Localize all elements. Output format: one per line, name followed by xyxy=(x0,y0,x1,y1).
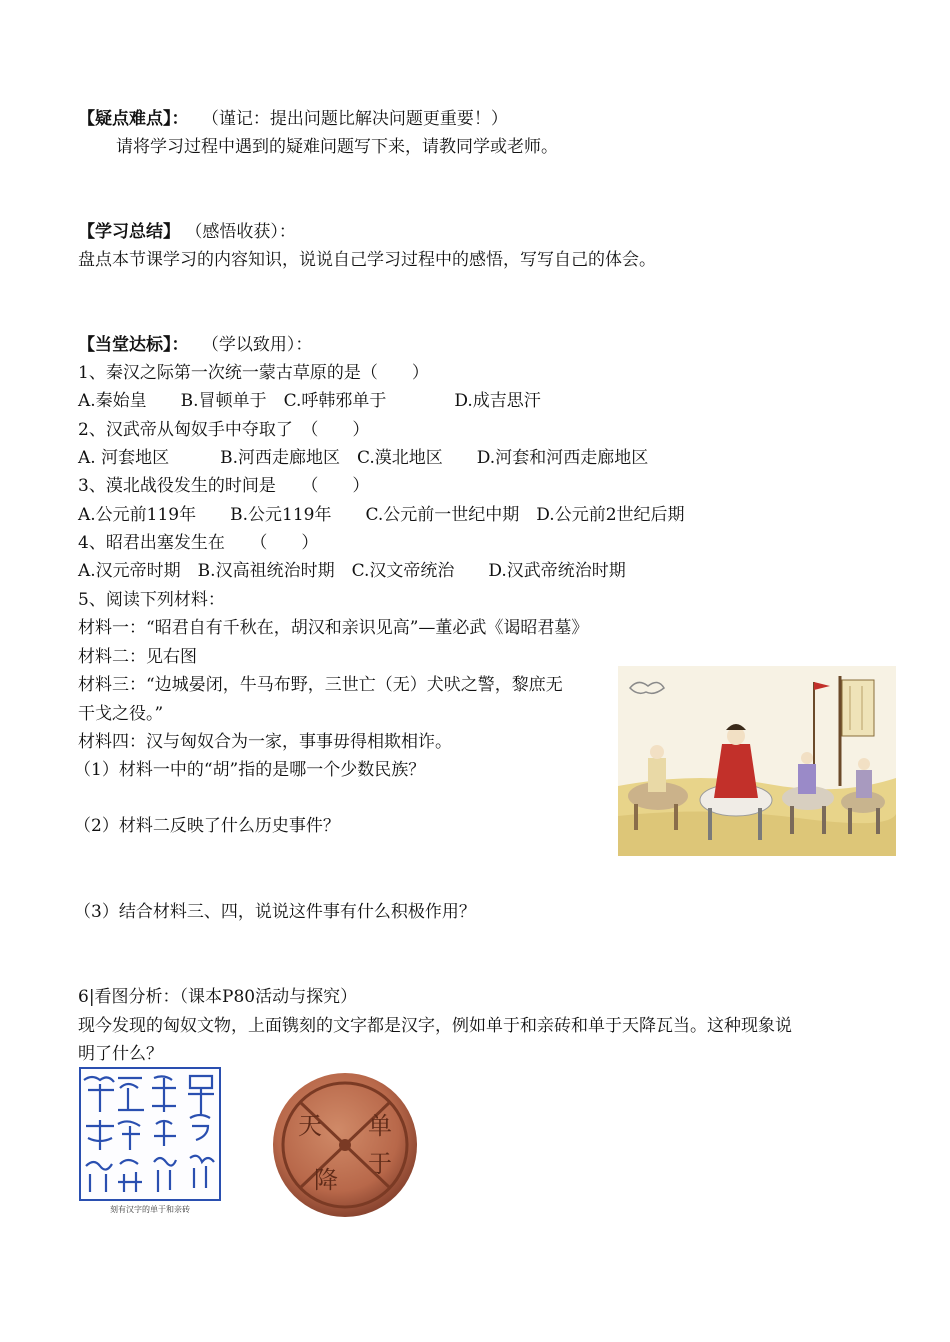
tile-char-2: 于 xyxy=(368,1150,392,1178)
zhaojun-illustration xyxy=(618,666,896,856)
sub-question-3: （3）结合材料三、四，说说这件事有什么积极作用？ xyxy=(74,902,476,922)
question-6-text-line-1: 现今发现的匈奴文物，上面镌刻的文字都是汉字，例如单于和亲砖和单于天降瓦当。这种现象说 xyxy=(78,1016,792,1036)
tile-char-3: 天 xyxy=(298,1112,322,1140)
doubt-note: （谨记：提出问题比解决问题更重要！） xyxy=(201,109,508,129)
question-3-options: A.公元前119年 B.公元119年 C.公元前一世纪中期 D.公元前2世纪后期 xyxy=(78,505,685,525)
question-3: 3、漠北战役发生的时间是 （ ） xyxy=(78,476,370,496)
practice-section xyxy=(78,333,312,357)
sub-question-1: （1）材料一中的“胡”指的是哪一个少数民族？ xyxy=(74,760,426,780)
question-5: 5、阅读下列材料： xyxy=(78,590,225,610)
doubt-section xyxy=(78,107,508,131)
summary-note: （感悟收获）： xyxy=(185,222,296,242)
summary-section xyxy=(78,220,296,244)
tile-char-1: 单 xyxy=(368,1112,392,1140)
practice-heading: 【当堂达标】： xyxy=(78,335,189,355)
chanyu-heqin-brick-seal xyxy=(78,1066,222,1216)
doubt-heading: 【疑点难点】： xyxy=(78,109,189,129)
question-6-text-line-2: 明了什么？ xyxy=(78,1044,163,1064)
material-3-line-2: 干戈之役。” xyxy=(78,704,164,724)
chanyu-tianjiang-tile xyxy=(270,1068,420,1222)
question-2-options: A. 河套地区 B.河西走廊地区 C.漠北地区 D.河套和河西走廊地区 xyxy=(78,448,649,468)
sub-question-2: （2）材料二反映了什么历史事件？ xyxy=(74,816,340,836)
doubt-body: 请将学习过程中遇到的疑难问题写下来，请教同学或老师。 xyxy=(116,137,558,157)
question-1: 1、秦汉之际第一次统一蒙古草原的是（ ） xyxy=(78,363,429,383)
material-3-line-1: 材料三：“边城晏闭，牛马布野，三世亡（无）犬吠之警，黎庶无 xyxy=(78,675,563,695)
tile-char-4: 降 xyxy=(314,1166,338,1194)
question-6: 6|看图分析：（课本P80活动与探究） xyxy=(78,987,358,1007)
summary-heading: 【学习总结】 xyxy=(78,222,180,242)
material-2: 材料二：见右图 xyxy=(78,647,197,667)
question-2: 2、汉武帝从匈奴手中夺取了 （ ） xyxy=(78,420,370,440)
question-4-options: A.汉元帝时期 B.汉高祖统治时期 C.汉文帝统治 D.汉武帝统治时期 xyxy=(78,561,626,581)
question-1-options: A.秦始皇 B.冒顿单于 C.呼韩邪单于 D.成吉思汗 xyxy=(78,391,541,411)
summary-body: 盘点本节课学习的内容知识，说说自己学习过程中的感悟，写写自己的体会。 xyxy=(78,250,656,270)
practice-note: （学以致用）： xyxy=(201,335,313,355)
question-4: 4、昭君出塞发生在 （ ） xyxy=(78,533,319,553)
material-1: 材料一：“昭君自有千秋在，胡汉和亲识见高”—董必武《谒昭君墓》 xyxy=(78,618,589,638)
seal-caption: 刻有汉字的单于和亲砖 xyxy=(110,1205,190,1214)
material-4: 材料四：汉与匈奴合为一家，事事毋得相欺相诈。 xyxy=(78,732,452,752)
